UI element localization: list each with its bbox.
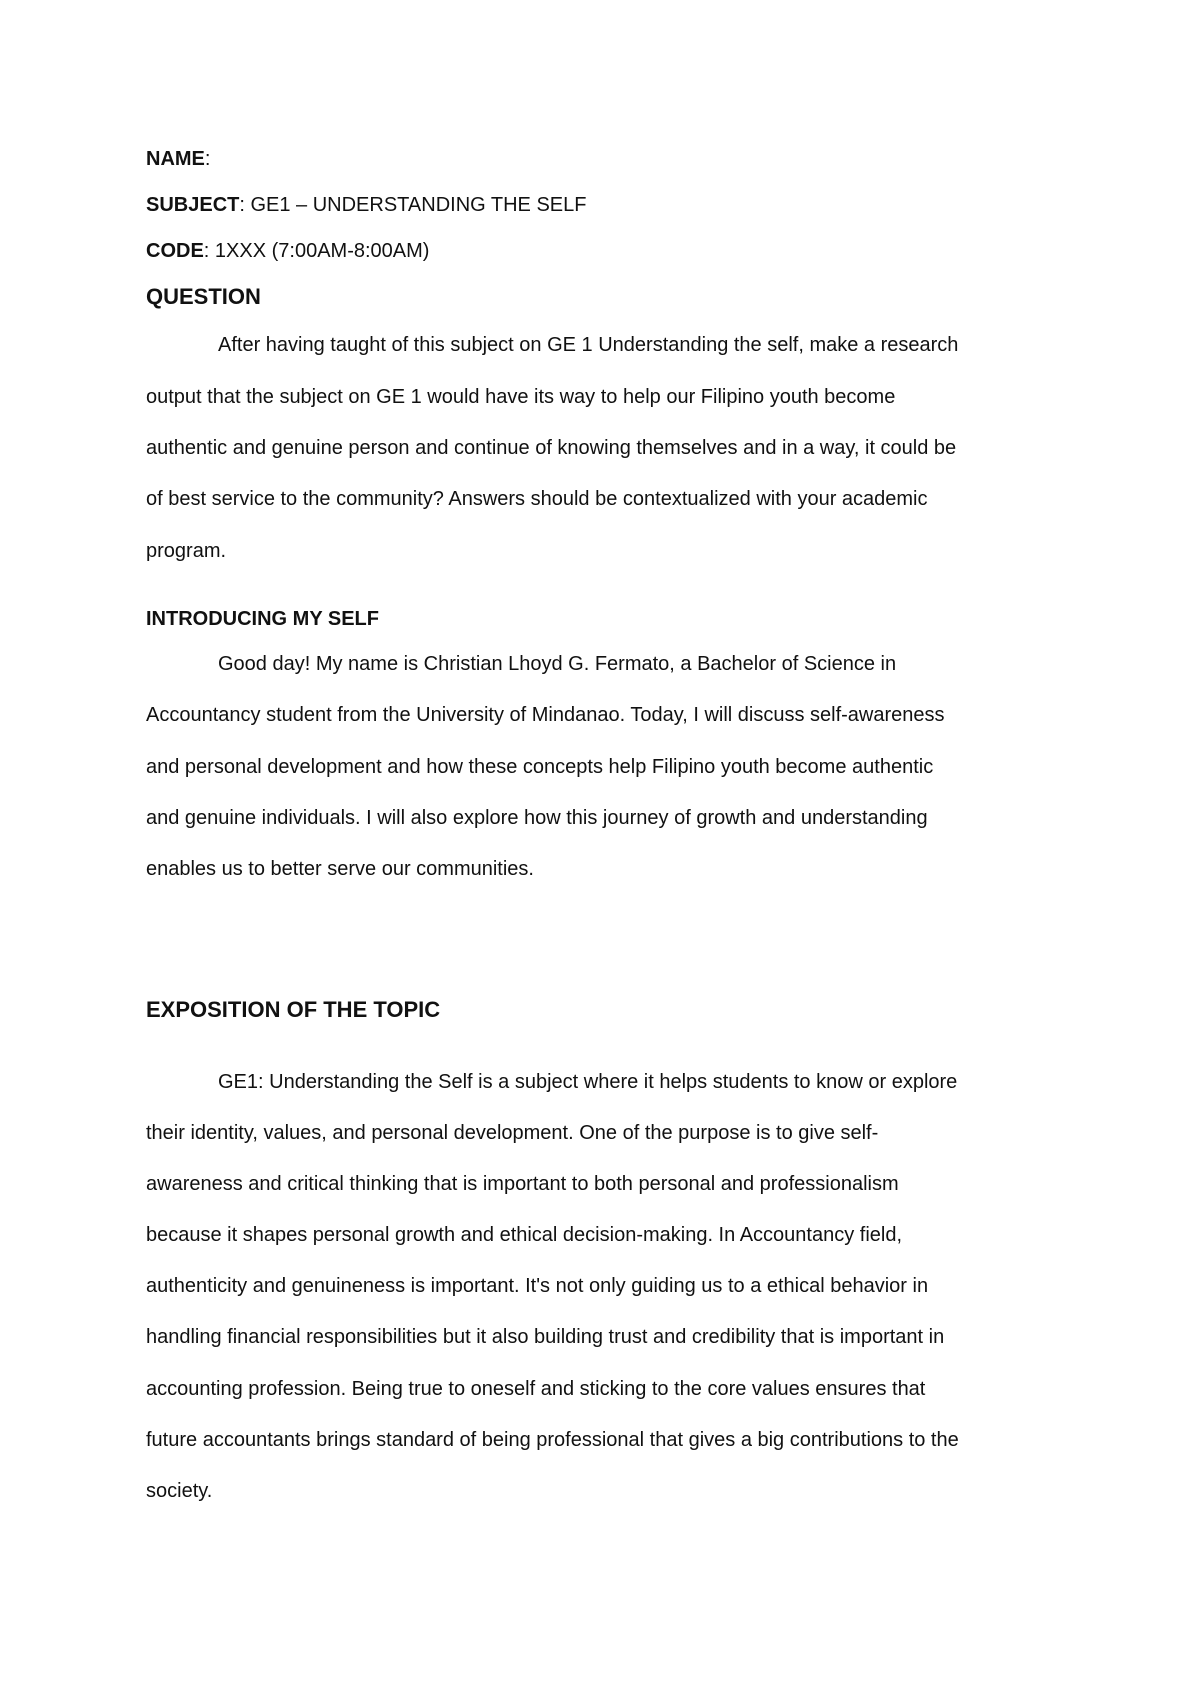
exposition-line: accounting profession. Being true to oneself and sticking to the core values ensures that: [146, 1378, 926, 1400]
subject-value: : GE1 – UNDERSTANDING THE SELF: [239, 194, 587, 216]
code-label: CODE: [146, 240, 204, 262]
exposition-line: society.: [146, 1480, 213, 1502]
question-heading: QUESTION: [146, 284, 261, 309]
question-line: output that the subject on GE 1 would have its way to help our Filipino youth become: [146, 386, 896, 408]
name-line: [146, 147, 210, 171]
question-line: authentic and genuine person and continue of knowing themselves and in a way, it could be: [146, 437, 957, 459]
code-line: [146, 239, 429, 263]
intro-line: and genuine individuals. I will also explore how this journey of growth and understanding: [146, 807, 928, 829]
question-line: of best service to the community? Answers should be contextualized with your academic: [146, 488, 928, 510]
exposition-heading: EXPOSITION OF THE TOPIC: [146, 997, 441, 1022]
subject-line: [146, 193, 586, 217]
exposition-line: future accountants brings standard of being professional that gives a big contributions to the: [146, 1429, 959, 1451]
intro-line: and personal development and how these concepts help Filipino youth become authentic: [146, 756, 934, 778]
intro-line: Good day! My name is Christian Lhoyd G. Fermato, a Bachelor of Science in: [218, 653, 897, 675]
exposition-line: awareness and critical thinking that is important to both personal and professionalism: [146, 1173, 899, 1195]
intro-line: Accountancy student from the University of Mindanao. Today, I will discuss self-awareness: [146, 704, 945, 726]
exposition-line: handling financial responsibilities but it also building trust and credibility that is important in: [146, 1326, 945, 1348]
question-line: program.: [146, 540, 227, 562]
exposition-line: GE1: Understanding the Self is a subject where it helps students to know or explore: [218, 1071, 958, 1093]
exposition-line: authenticity and genuineness is important. It's not only guiding us to a ethical behavior in: [146, 1275, 929, 1297]
question-line: After having taught of this subject on GE 1 Understanding the self, make a research: [218, 334, 959, 356]
code-value: : 1XXX (7:00AM-8:00AM): [203, 240, 430, 262]
exposition-line: their identity, values, and personal development. One of the purpose is to give self-: [146, 1122, 879, 1144]
intro-line: enables us to better serve our communities.: [146, 858, 534, 880]
exposition-line: because it shapes personal growth and ethical decision-making. In Accountancy field,: [146, 1224, 903, 1246]
intro-heading: INTRODUCING MY SELF: [146, 608, 379, 630]
subject-label: SUBJECT: [146, 194, 240, 216]
name-suffix: :: [204, 148, 211, 170]
name-label: NAME: [146, 148, 205, 170]
